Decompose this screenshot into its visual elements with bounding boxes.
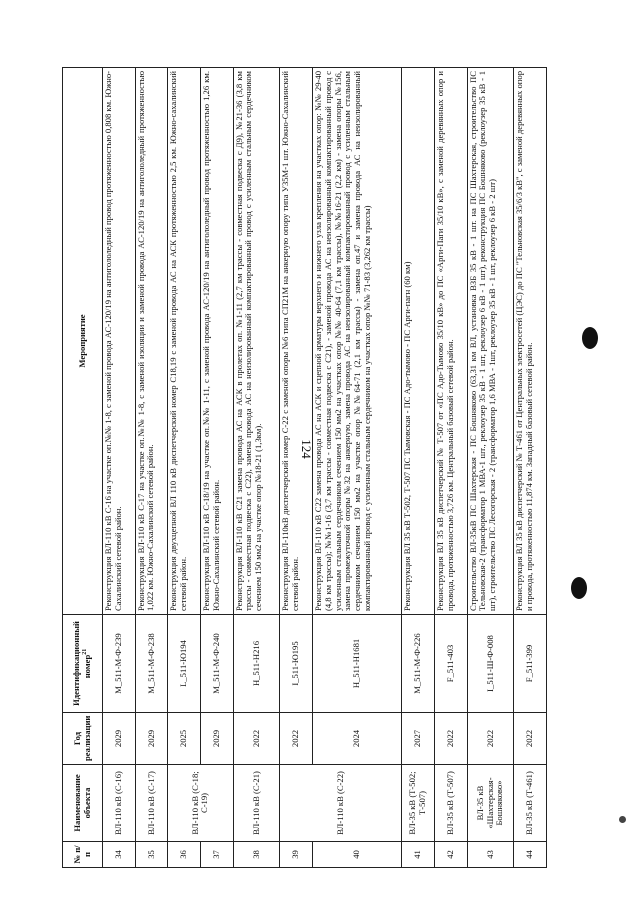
row-id: F_511-399	[514, 615, 547, 713]
row-year: 2022	[467, 713, 514, 765]
table-row	[168, 68, 201, 868]
table-row	[467, 68, 514, 868]
row-name: ВЛ-110 кВ (С-21)	[233, 765, 280, 842]
row-measure: Реконструкция ВЛ-110кВ диспетчерский номер С-22 с заменой опоры №6 типа СП21М на анкерную опору типа У35М-1 шт. Южно-Сахалинский сетевой район.	[280, 68, 313, 615]
row-id: M_511-М-Ф-240	[200, 615, 233, 713]
row-name: ВЛ-35 кВ (Т-502; Т-507)	[402, 765, 435, 842]
row-year: 2029	[200, 713, 233, 765]
row-year: 2024	[313, 713, 402, 765]
row-year: 2029	[103, 713, 136, 765]
header-id	[63, 615, 103, 713]
header-measure: Мероприятие	[63, 68, 103, 615]
row-name: ВЛ-110 кВ (С-22)	[280, 765, 402, 842]
row-year: 2022	[434, 713, 467, 765]
row-num: 38	[233, 842, 280, 868]
row-id: L_511-Ю194	[168, 615, 201, 713]
row-name: ВЛ-110 кВ (С-18; С-19)	[168, 765, 233, 842]
table-row	[434, 68, 467, 868]
row-num: 36	[168, 842, 201, 868]
row-id: H_511-Н216	[233, 615, 280, 713]
scan-mark	[619, 816, 626, 823]
table-header-row	[63, 68, 103, 868]
row-num: 37	[200, 842, 233, 868]
row-year: 2027	[402, 713, 435, 765]
row-name: ВЛ-35 кВ (Т-461)	[514, 765, 547, 842]
row-year: 2022	[233, 713, 280, 765]
row-year: 2029	[135, 713, 168, 765]
row-name: ВЛ-35 кВ «Шахтерская-Бошняково»	[467, 765, 514, 842]
table-row	[280, 68, 313, 868]
table-row	[200, 68, 233, 868]
row-measure: Реконструкция ВЛ-110 кВ С21 замена провода АС на АСК в пролетах оп. №1-11 (2,7 км трассы - совместная подвеска с Д9), №21-36 (3,8 км трассы - совместная подвеска с С22), замена провода АС на неизолированный компактированный провод с усиленным стальным сердечником сечением 150 мм2 на участке опор №18-21 (1,3км).	[233, 68, 280, 615]
row-measure: Строительство ВЛ-35кВ ПС Шахтерская - ПС Бошняково (63,31 км ВЛ, установка ВЗБ 35 кВ - 1 шт. на ПС Шахтерская, строительство ПС Тельновская-2 (трансформатор 1 МВА-1 шт., реклоузер 35 кВ - 1 шт, реклоузер 6 кВ - 1 шт), реконструкция ПС Бошняково (реклоузер 35 кВ - 1 шт), строительство ПС Лесогорская - 2 (трансформатор 1,6 МВА - 1шт, реклоузер 35 кВ - 1 шт, реклоузер 6 кВ - 2 шт)	[467, 68, 514, 615]
row-measure: Реконструкция ВЛ 35 кВ Т-502, Т-507 ПС Тымовская - ПС Адо-тымово - ПС Арги-пагн (60 км)	[402, 68, 435, 615]
row-num: 39	[280, 842, 313, 868]
hole-punch-mark	[582, 327, 598, 349]
table-row	[514, 68, 547, 868]
header-name: Наименование объекта	[63, 765, 103, 842]
header-id-label: Идентификационный номер	[71, 621, 92, 706]
table-row	[313, 68, 402, 868]
measures-table	[62, 67, 547, 868]
row-num: 34	[103, 842, 136, 868]
row-year: 2022	[514, 713, 547, 765]
row-name: ВЛ-35 кВ (Т-507)	[434, 765, 467, 842]
row-num: 41	[402, 842, 435, 868]
row-id: F_511-403	[434, 615, 467, 713]
header-year: Год реализации	[63, 713, 103, 765]
rotated-table-container	[62, 68, 547, 868]
row-name: ВЛ-110 кВ (С-17)	[135, 765, 168, 842]
row-id: H_511-Н1681	[313, 615, 402, 713]
table-row	[135, 68, 168, 868]
row-measure: Реконструкция ВЛ-110 кВ С22 замена провода АС на АСК и сцепной арматуры верхнего и нижнего узла крепления на участках опор: №№ 29-40 (4,8 км трассы); №№1-16 (3,7 км трассы - совместная подвеска с С21), - заменой провода АС на неизолированный компактированный провод с усиленным стальным сердечником сечением 150 мм2 на участках опор №№ 40-64 (7,1 км трассы), №№16-21 (2,2 км) - замена опоры №156, замена промежуточной опоры №32 на анкерную, замена провода АС на неизолированный компактированный провод с усиленным стальным сердечником сечением 150 мм2 на участке опор №№64-71 (2,1 км трассы) - замена оп.47 и замена провода АС на неизолированный компактированный провод с усиленным стальным сердечником на участках опор №№ 71-83 (3,262 км трассы)	[313, 68, 402, 615]
row-id: M_511-М-Ф-226	[402, 615, 435, 713]
row-measure: Реконструкция ВЛ-110 кВ С-17 на участке оп.№№ 1-8, с заменой изоляции и заменой провода АС-120/19 на антигололедный протяженностью 1,022 км. Южно-Сахалинский сетевой район.	[135, 68, 168, 615]
header-num: № п/п	[63, 842, 103, 868]
footnote-ref: 21	[82, 648, 89, 655]
row-id: I_511-Ш-Ф-008	[467, 615, 514, 713]
row-measure: Реконструкция ВЛ-110 кВ С-16 на участке оп.№№ 1-8, с заменой провода АС-120/19 на антигололедный провод протяженностью 0,808 км. Южно-Сахалинский сетевой район.	[103, 68, 136, 615]
row-num: 42	[434, 842, 467, 868]
row-num: 43	[467, 842, 514, 868]
hole-punch-mark	[571, 577, 587, 599]
row-id: M_511-М-Ф-238	[135, 615, 168, 713]
row-num: 40	[313, 842, 402, 868]
table-row	[233, 68, 280, 868]
row-name: ВЛ-110 кВ (С-16)	[103, 765, 136, 842]
row-num: 35	[135, 842, 168, 868]
table-row	[103, 68, 136, 868]
row-measure: Реконструкция ВЛ 35 кВ диспетчерский № Т-461 от Центральных электросетей (ЦЭС) до ПС "Тельновская 35/6/3 кВ", с заменой деревянных опор и провода, протяженностью 11,874 км. Западный базовый сетевой район.	[514, 68, 547, 615]
row-measure: Реконструкция ВЛ 35 кВ диспетчерский № Т-507 от «ПС Адо-Тымово 35/10 кВ» до ПС «Арги-Паги 35/10 кВ», с заменой деревянных опор и провода, протяженностью 3,726 км. Центральный базовый сетевой район.	[434, 68, 467, 615]
table-row	[402, 68, 435, 868]
row-id: I_511-Ю195	[280, 615, 313, 713]
row-year: 2022	[280, 713, 313, 765]
row-id: M_511-М-Ф-239	[103, 615, 136, 713]
page-number: 124	[299, 439, 314, 459]
row-num: 44	[514, 842, 547, 868]
row-year: 2025	[168, 713, 201, 765]
row-measure: Реконструкция ВЛ-110 кВ С-18/19 на участке оп.№№ 1-11, с заменой провода АС-120/19 на антигололедный провод протяженностью 1,26 км. Южно-Сахалинский сетевой район.	[200, 68, 233, 615]
row-measure: Реконструкция двухцепной ВЛ 110 кВ диспетчерский номер С18,19 с заменой провода АС на АСК протяженностью 2,5 км. Южно-сахалинский сетевой район.	[168, 68, 201, 615]
